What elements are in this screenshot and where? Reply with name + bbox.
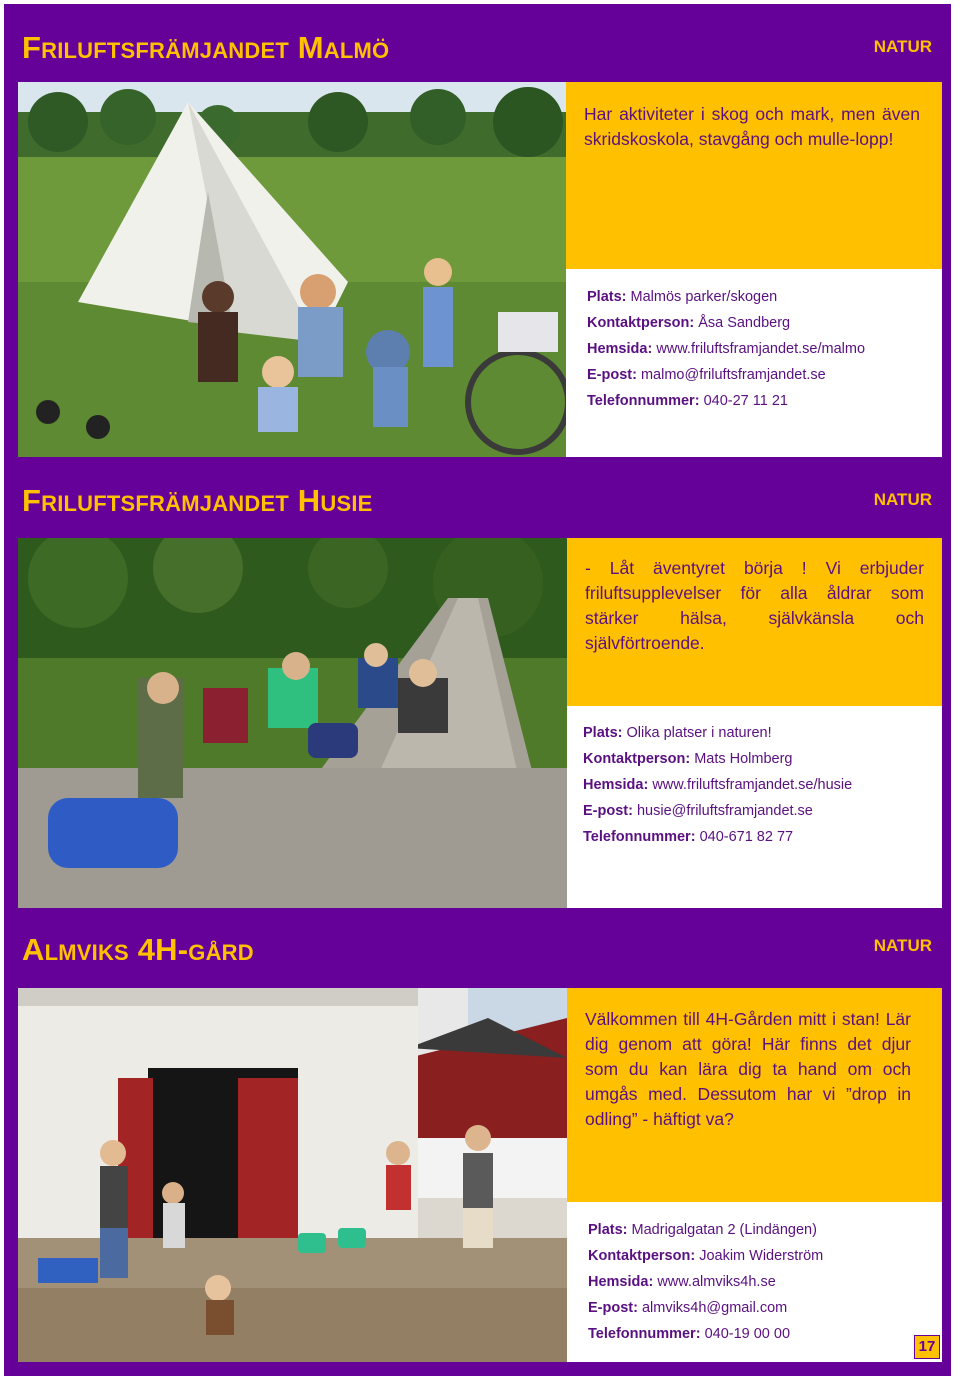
section-title-husie: Friluftsfrämjandet Husie — [22, 483, 373, 518]
info-row-phone: Telefonnummer: 040-671 82 77 — [583, 829, 794, 845]
photo-tent-children — [18, 82, 566, 457]
info-row-website: Hemsida: www.friluftsframjandet.se/husie — [583, 777, 853, 793]
info-box-malmo — [566, 269, 942, 457]
info-row-email: E-post: almviks4h@gmail.com — [588, 1300, 788, 1316]
info-row-website: Hemsida: www.almviks4h.se — [588, 1274, 776, 1290]
info-box-husie — [567, 706, 942, 908]
category-tag-husie: NATUR — [873, 490, 932, 509]
page-number: 17 — [914, 1335, 940, 1359]
description-text-malmo: Har aktiviteter i skog och mark, men även skridskoskola, stavgång och mulle-lopp! — [584, 104, 920, 149]
info-row-contact: Kontaktperson: Åsa Sandberg — [587, 315, 791, 331]
info-row-email: E-post: husie@friluftsframjandet.se — [583, 803, 813, 819]
info-box-almvik — [567, 1202, 942, 1362]
photo-trail-children — [18, 538, 567, 908]
section-title-malmo: Friluftsfrämjandet Malmö — [22, 30, 390, 65]
description-text-almvik: Välkommen till 4H-Gården mitt i stan! Lär dig genom att göra! Här finns det djur som du kan lära dig ta hand om och umgås med. Dessutom har vi ”drop in odling” - häftigt va? — [585, 1009, 911, 1129]
category-tag-malmo: NATUR — [873, 37, 932, 56]
info-row-phone: Telefonnummer: 040-19 00 00 — [588, 1326, 791, 1342]
section-title-almvik: Almviks 4H-gård — [22, 932, 254, 967]
info-row-website: Hemsida: www.friluftsframjandet.se/malmo — [587, 341, 866, 357]
info-row-location: Plats: Olika platser i naturen! — [583, 725, 772, 741]
photo-farm-children — [18, 988, 567, 1362]
category-tag-almvik: NATUR — [873, 936, 932, 955]
description-box-husie — [567, 538, 942, 706]
info-row-contact: Kontaktperson: Joakim Widerström — [588, 1248, 824, 1264]
info-row-phone: Telefonnummer: 040-27 11 21 — [587, 393, 788, 409]
info-row-location: Plats: Madrigalgatan 2 (Lindängen) — [588, 1222, 817, 1238]
info-row-contact: Kontaktperson: Mats Holmberg — [583, 751, 793, 767]
description-box-almvik — [567, 988, 942, 1202]
info-row-location: Plats: Malmös parker/skogen — [587, 289, 778, 305]
info-row-email: E-post: malmo@friluftsframjandet.se — [587, 367, 826, 383]
description-box-malmo — [566, 82, 942, 269]
description-text-husie: - Låt äventyret börja ! Vi erbjuder friluftsupplevelser för alla åldrar som stärker hälsa, självkänsla och självförtroende. — [585, 558, 924, 653]
